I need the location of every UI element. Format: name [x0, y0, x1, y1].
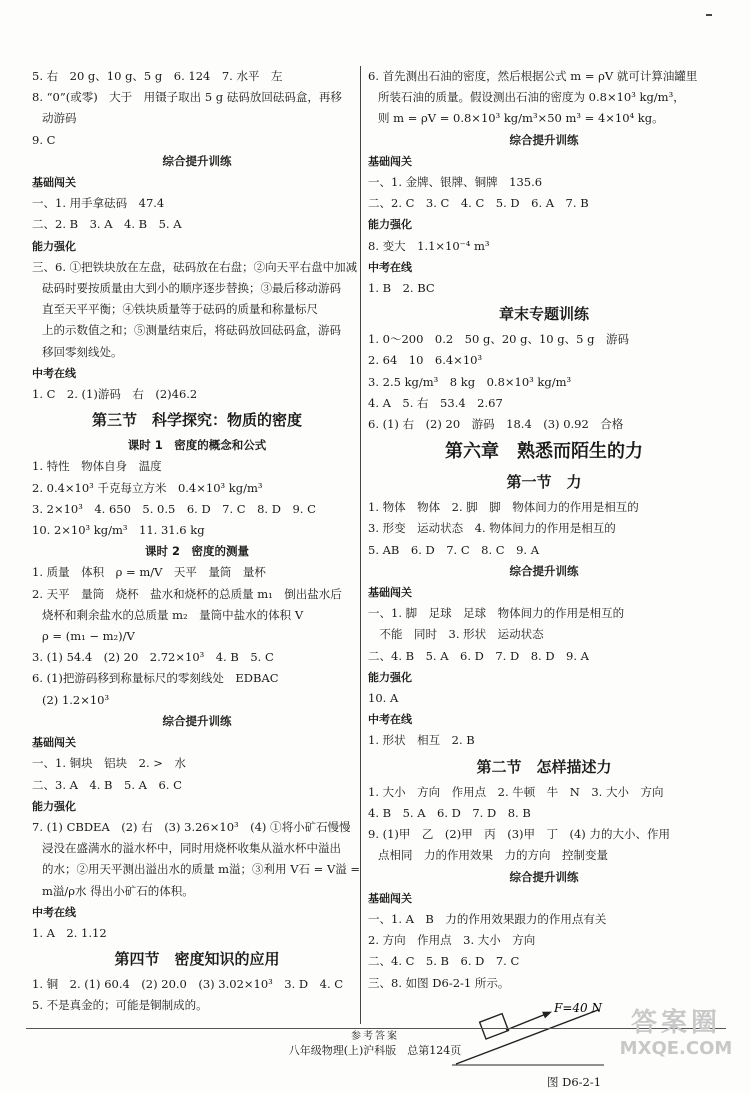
- answer-line: 二、2. B 3. A 4. B 5. A: [32, 217, 182, 232]
- answer-line: 3. 形变 运动状态 4. 物体间力的作用是相互的: [368, 521, 616, 536]
- answer-line: 2. 64 10 6.4×10³: [368, 353, 483, 368]
- chapter-heading: 第六章 熟悉而陌生的力: [445, 441, 643, 463]
- answer-line: 的水；②用天平测出溢出水的质量 m溢；③利用 V石 = V溢 =: [42, 862, 361, 877]
- answer-line: 1. C 2. (1)游码 右 (2)46.2: [32, 387, 198, 402]
- level-label: 能力强化: [368, 670, 412, 684]
- section-subheading: 综合提升训练: [509, 563, 579, 578]
- answer-line: 1. 铜 2. (1) 60.4 (2) 20.0 (3) 3.02×10³ 3. D 4. C: [32, 977, 344, 992]
- level-label: 能力强化: [32, 799, 76, 813]
- level-label: 基础闯关: [368, 154, 412, 168]
- answer-line: 动游码: [42, 111, 77, 126]
- answer-line: 直至天平平衡；④铁块质量等于砝码的质量和称量标尺: [42, 302, 318, 317]
- level-label: 基础闯关: [368, 891, 412, 905]
- answer-line: 3. 2.5 kg/m³ 8 kg 0.8×10³ kg/m³: [368, 374, 572, 389]
- section-subheading: 课时 2 密度的测量: [144, 544, 249, 559]
- answer-line: 不能 同时 3. 形状 运动状态: [368, 627, 544, 642]
- answer-line: 二、2. C 3. C 4. C 5. D 6. A 7. B: [368, 196, 589, 211]
- section-subheading: 综合提升训练: [162, 153, 232, 168]
- answer-line: 6. 首先测出石油的密度，然后根据公式 m = ρV 就可计算油罐里: [368, 69, 698, 83]
- answer-line: 6. (1)把游码移到称量标尺的零刻线处 EDBAC: [32, 671, 279, 686]
- answer-line: 1. 物体 物体 2. 脚 脚 物体间力的作用是相互的: [368, 500, 639, 515]
- level-label: 基础闯关: [368, 586, 412, 600]
- answer-line: 一、1. 用手拿砝码 47.4: [32, 196, 165, 211]
- answer-line: 5. 不是真金的；可能是铜制成的。: [32, 998, 208, 1013]
- answer-line: 10. A: [368, 691, 399, 706]
- level-label: 基础闯关: [32, 736, 76, 750]
- answer-line: 10. 2×10³ kg/m³ 11. 31.6 kg: [32, 523, 205, 538]
- answer-line: 1. B 2. BC: [368, 281, 435, 296]
- answer-line: 9. (1)甲 乙 (2)甲 丙 (3)甲 丁 (4) 力的大小、作用: [368, 827, 670, 842]
- watermark-logo: [616, 1008, 736, 1072]
- answer-line: (2) 1.2×10³: [42, 692, 110, 707]
- answer-line: 3. (1) 54.4 (2) 20 2.72×10³ 4. B 5. C: [32, 650, 274, 665]
- answer-line: 8. 变大 1.1×10⁻⁴ m³: [368, 238, 490, 253]
- level-label: 基础闯关: [32, 176, 76, 190]
- level-label: 能力强化: [368, 218, 412, 232]
- answer-line: 上的示数值之和；⑤测量结束后，将砝码放回砝码盒，游码: [42, 323, 341, 338]
- section-heading: 第一节 力: [506, 473, 582, 492]
- section-heading: 第二节 怎样描述力: [476, 757, 612, 776]
- answer-line: 所装石油的质量。假设测出石油的密度为 0.8×10³ kg/m³，: [378, 90, 685, 105]
- section-heading: 第三节 科学探究：物质的密度: [91, 411, 302, 430]
- answer-line: 1. 特性 物体自身 温度: [32, 459, 162, 474]
- answer-line: 三、6. ①把铁块放在左盘，砝码放在右盘；②向天平右盘中加减: [32, 259, 358, 274]
- section-subheading: 综合提升训练: [509, 869, 579, 884]
- section-subheading: 综合提升训练: [162, 713, 232, 728]
- answer-line: 三、8. 如图 D6-2-1 所示。: [368, 975, 510, 990]
- footer-page: 八年级物理(上)沪科版 总第124页: [288, 1044, 462, 1057]
- answer-line: 砝码时要按质量由大到小的顺序逐步替换；③最后移动游码: [42, 281, 341, 296]
- answer-line: 二、3. A 4. B 5. A 6. C: [32, 777, 182, 792]
- answer-line: 4. A 5. 右 53.4 2.67: [368, 395, 503, 410]
- answer-line: 8. “0”(或零) 大于 用镊子取出 5 g 砝码放回砝码盒，再移: [32, 90, 342, 105]
- answer-line: 1. 0～200 0.2 50 g、20 g、10 g、5 g 游码: [368, 332, 629, 347]
- section-subheading: 课时 1 密度的概念和公式: [127, 438, 267, 453]
- force-arrow-head: [542, 1011, 552, 1018]
- watermark-top: 答案圈: [630, 1008, 721, 1038]
- answer-line: 2. 天平 量筒 烧杯 盐水和烧杯的总质量 m₁ 倒出盐水后: [32, 586, 342, 601]
- answer-line: 4. B 5. A 6. D 7. D 8. B: [368, 805, 531, 820]
- section-subheading: 综合提升训练: [509, 132, 579, 147]
- answer-line: 二、4. B 5. A 6. D 7. D 8. D 9. A: [368, 648, 589, 663]
- answer-line: 一、1. A B 力的作用效果跟力的作用点有关: [368, 911, 607, 926]
- answer-line: 2. 0.4×10³ 千克每立方米 0.4×10³ kg/m³: [32, 480, 263, 495]
- answer-line: 3. 2×10³ 4. 650 5. 0.5 6. D 7. C 8. D 9. C: [32, 501, 316, 516]
- answer-line: 7. (1) CBDEA (2) 右 (3) 3.26×10³ (4) ①将小矿石慢慢: [32, 819, 351, 834]
- answer-line: 移回零刻线处。: [42, 344, 123, 359]
- answer-line: 一、1. 金牌、银牌、铜牌 135.6: [368, 175, 543, 190]
- level-label: 中考在线: [32, 366, 76, 380]
- answer-line: 1. 质量 体积 ρ = m/V 天平 量筒 量杯: [32, 565, 266, 580]
- level-label: 中考在线: [368, 260, 412, 274]
- level-label: 能力强化: [32, 239, 76, 253]
- answer-line: ρ = (m₁ − m₂)/V: [42, 629, 135, 644]
- answer-line: 二、4. C 5. B 6. D 7. C: [368, 954, 520, 969]
- level-label: 中考在线: [368, 713, 412, 727]
- answer-line: 6. (1) 右 (2) 20 游码 18.4 (3) 0.92 合格: [368, 417, 624, 432]
- watermark-bottom: MXQE.COM: [619, 1038, 733, 1059]
- right-column: [368, 66, 720, 1093]
- answer-line: 1. A 2. 1.12: [32, 925, 107, 940]
- force-label: F=40 N: [554, 1000, 602, 1015]
- corner-mark: [706, 14, 712, 16]
- figure-caption: 图 D6-2-1: [546, 1074, 602, 1089]
- answer-line: 一、1. 脚 足球 足球 物体间力的作用是相互的: [368, 606, 625, 621]
- answer-line: 浸没在盛满水的溢水杯中，同时用烧杯收集从溢水杯中溢出: [42, 841, 341, 856]
- answer-line: 5. 右 20 g、10 g、5 g 6. 124 7. 水平 左: [32, 69, 283, 83]
- answer-line: 2. 方向 作用点 3. 大小 方向: [368, 933, 536, 948]
- answer-line: 1. 大小 方向 作用点 2. 牛顿 牛 N 3. 大小 方向: [368, 784, 664, 799]
- answer-line: 点相同 力的作用效果 力的方向 控制变量: [378, 848, 608, 863]
- answer-line: 1. 形状 相互 2. B: [368, 733, 475, 748]
- section-heading: 第四节 密度知识的应用: [114, 950, 280, 969]
- answer-line: 9. C: [32, 132, 56, 147]
- section-heading: 章末专题训练: [498, 305, 589, 324]
- answer-line: 5. AB 6. D 7. C 8. C 9. A: [368, 542, 540, 557]
- answer-line: 则 m = ρV = 0.8×10³ kg/m³×50 m³ = 4×10⁴ kg。: [378, 111, 664, 126]
- level-label: 中考在线: [32, 905, 76, 919]
- left-column: [32, 66, 362, 1017]
- answer-line: 一、1. 铜块 铝块 2. > 水: [32, 756, 186, 771]
- answer-line: m溢/ρ水 得出小矿石的体积。: [42, 883, 194, 898]
- footer-title: 参考答案: [351, 1031, 399, 1042]
- answer-line: 烧杯和剩余盐水的总质量 m₂ 量筒中盐水的体积 V: [42, 607, 304, 622]
